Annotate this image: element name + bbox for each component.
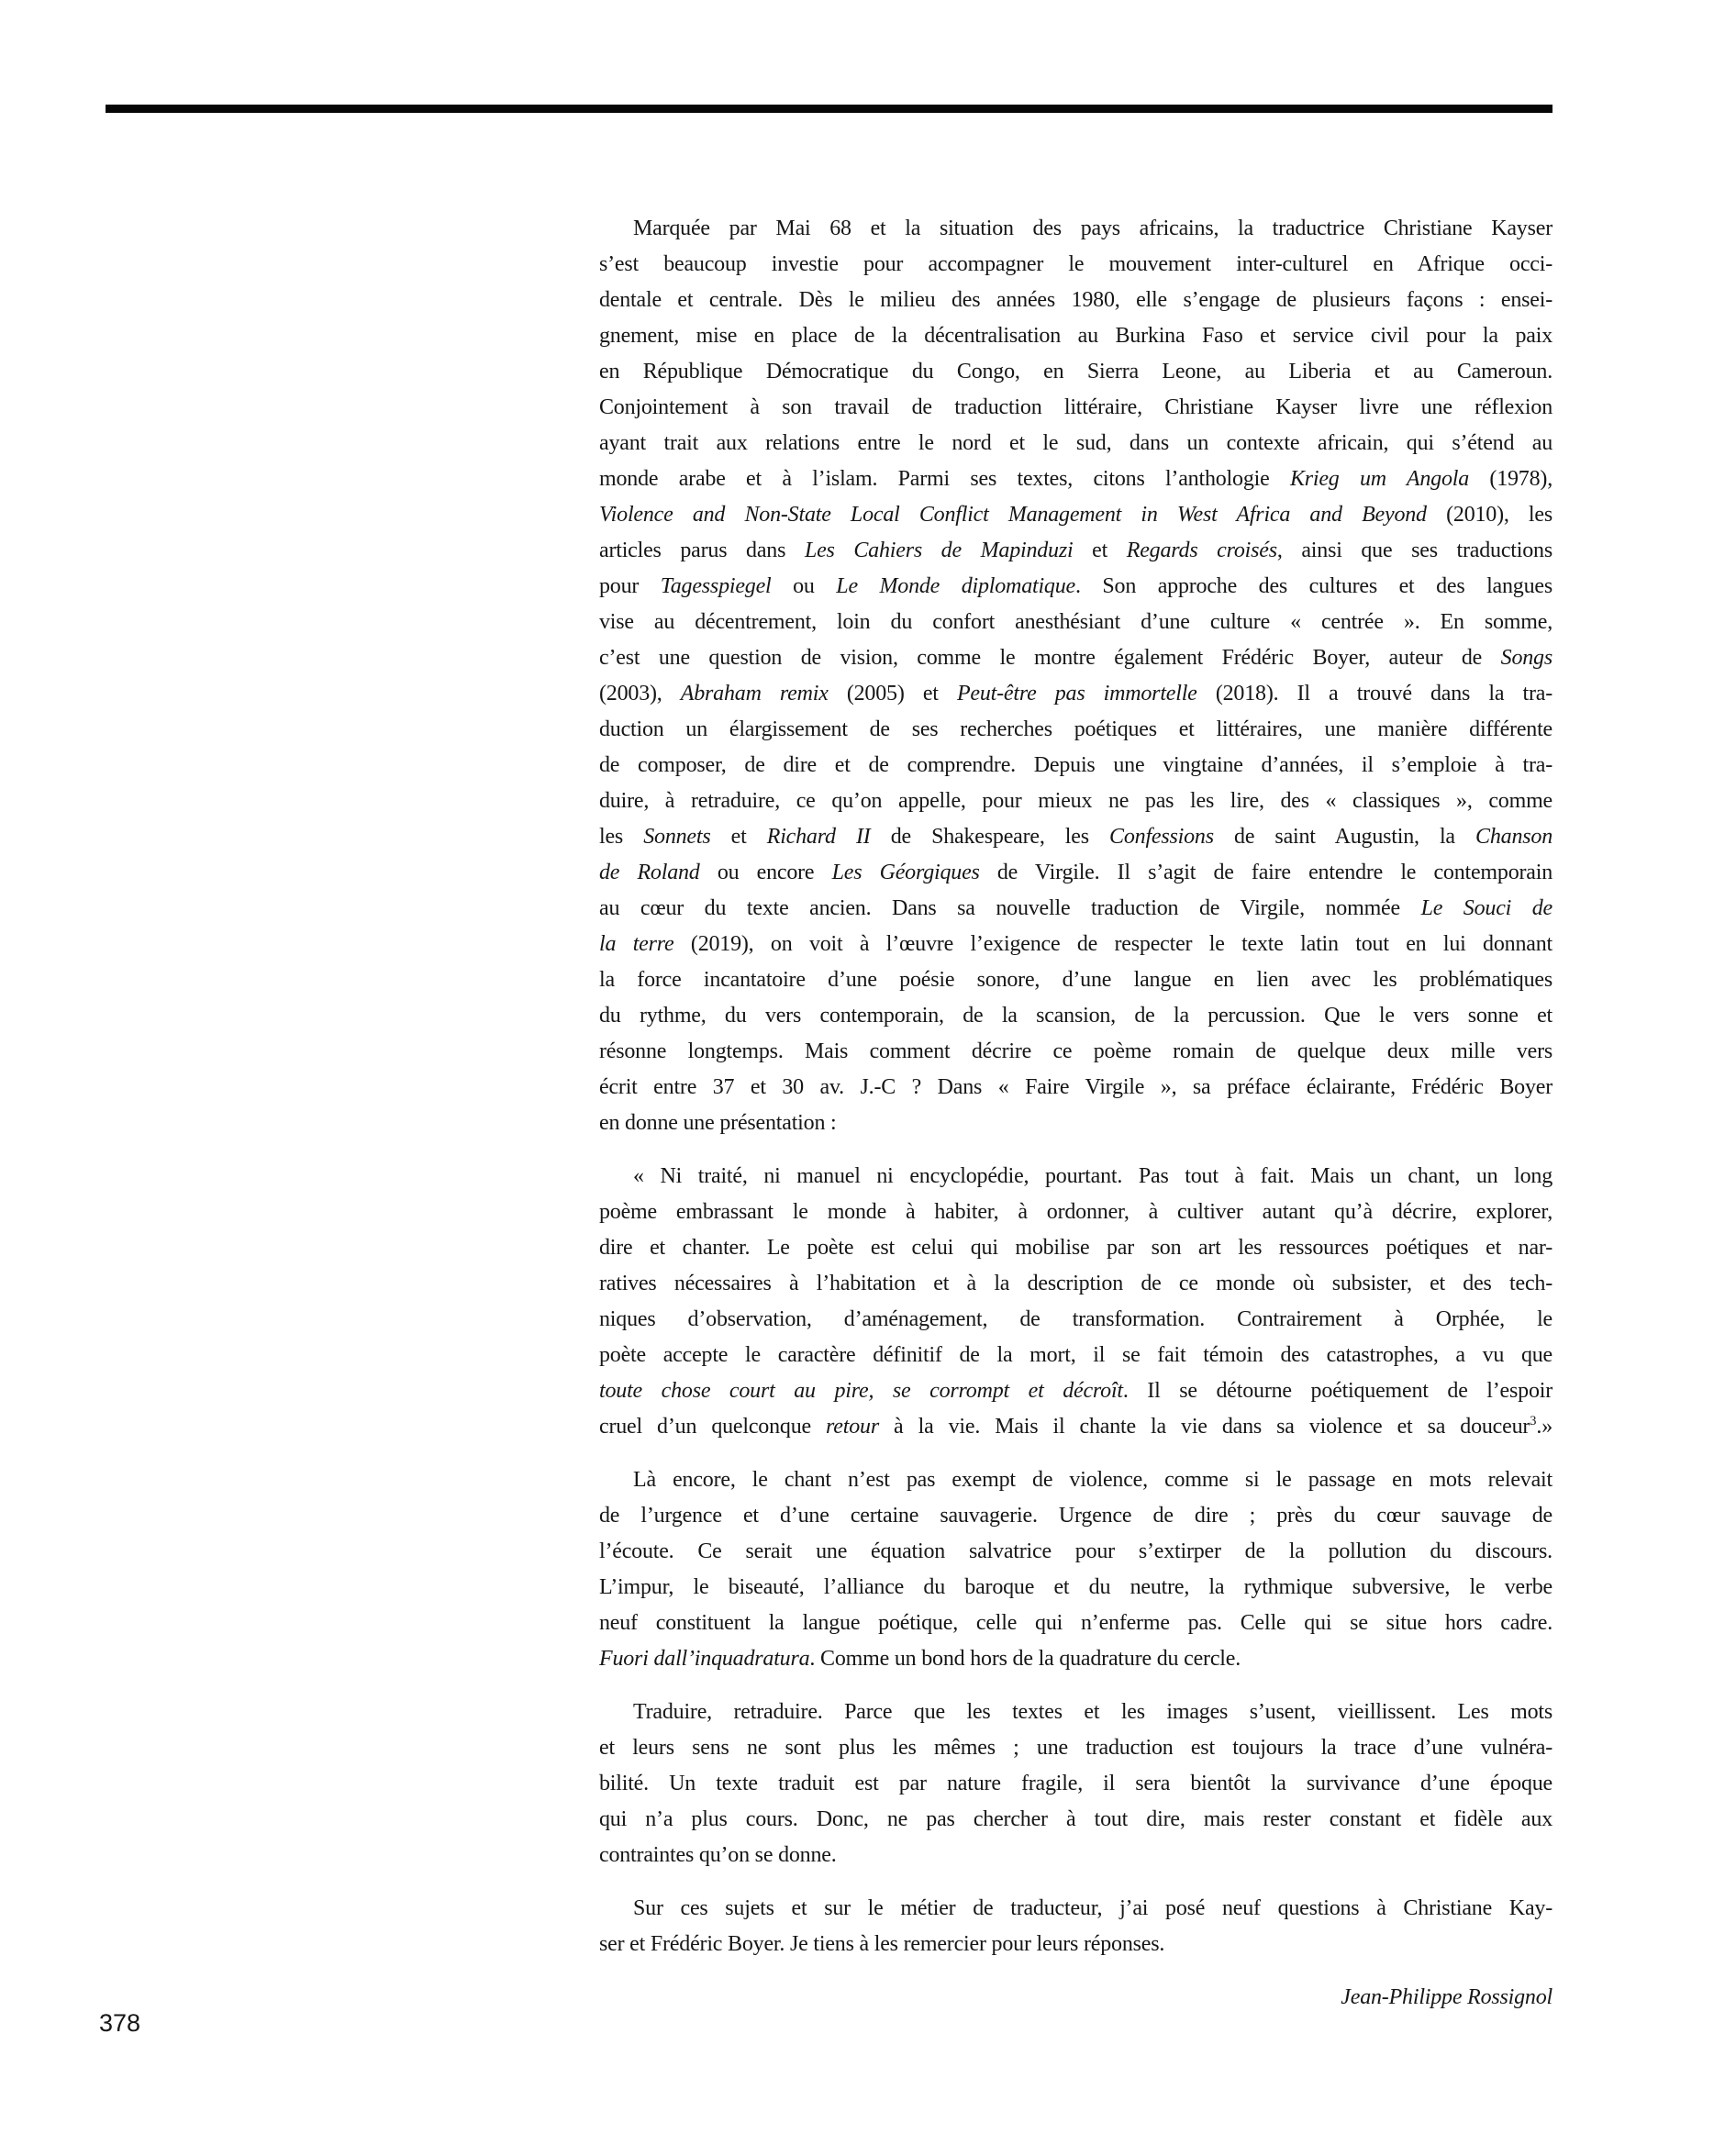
text-line: neuf constituent la langue poétique, celle qui n’enferme pas. Celle qui se situe hors cadre. <box>599 1611 1552 1635</box>
text-line: et leurs sens ne sont plus les mêmes ; une traduction est toujours la trace d’une vulnéra- <box>599 1736 1552 1760</box>
text-line: niques d’observation, d’aménagement, de transformation. Contrairement à Orphée, le <box>599 1307 1552 1331</box>
text-line: c’est une question de vision, comme le montre également Frédéric Boyer, auteur de Songs <box>599 646 1552 670</box>
text-line: Fuori dall’inquadratura. Comme un bond hors de la quadrature du cercle. <box>599 1647 1241 1671</box>
text-line: L’impur, le biseauté, l’alliance du baroque et du neutre, la rythmique subversive, le verbe <box>599 1575 1552 1599</box>
text-line: pour Tagesspiegel ou Le Monde diplomatique. Son approche des cultures et des langues <box>599 574 1552 598</box>
text-line: bilité. Un texte traduit est par nature fragile, il sera bientôt la survivance d’une époque <box>599 1772 1552 1795</box>
text-line: de Roland ou encore Les Géorgiques de Virgile. Il s’agit de faire entendre le contemporain <box>599 861 1552 884</box>
text-line: dire et chanter. Le poète est celui qui mobilise par son art les ressources poétiques et nar- <box>599 1236 1552 1260</box>
text-line: en donne une présentation : <box>599 1111 837 1135</box>
text-line: l’écoute. Ce serait une équation salvatrice pour s’extirper de la pollution du discours. <box>599 1539 1552 1563</box>
text-line: les Sonnets et Richard II de Shakespeare, les Confessions de saint Augustin, la Chanson <box>599 825 1552 849</box>
text-line: Marquée par Mai 68 et la situation des pays africains, la traductrice Christiane Kayser <box>633 217 1552 240</box>
text-line: la terre (2019), on voit à l’œuvre l’exigence de respecter le texte latin tout en lui donnant <box>599 932 1552 956</box>
paragraph <box>599 1462 1552 1677</box>
text-line: Violence and Non-State Local Conflict Management in West Africa and Beyond (2010), les <box>599 503 1552 527</box>
text-line: la force incantatoire d’une poésie sonore, d’une langue en lien avec les problématiques <box>599 968 1552 992</box>
text-line: contraintes qu’on se donne. <box>599 1843 837 1867</box>
text-line: Sur ces sujets et sur le métier de traducteur, j’ai posé neuf questions à Christiane Kay- <box>633 1896 1552 1920</box>
text-line: du rythme, du vers contemporain, de la scansion, de la percussion. Que le vers sonne et <box>599 1004 1552 1028</box>
text-line: Là encore, le chant n’est pas exempt de violence, comme si le passage en mots relevait <box>633 1468 1552 1492</box>
text-line: écrit entre 37 et 30 av. J.-C ? Dans « Faire Virgile », sa préface éclairante, Frédéric Boyer <box>599 1075 1552 1099</box>
text-line: ratives nécessaires à l’habitation et à la description de ce monde où subsister, et des tech- <box>599 1272 1552 1295</box>
text-line: articles parus dans Les Cahiers de Mapinduzi et Regards croisés, ainsi que ses traductions <box>599 539 1552 562</box>
text-line: « Ni traité, ni manuel ni encyclopédie, pourtant. Pas tout à fait. Mais un chant, un long <box>633 1164 1552 1188</box>
header-rule <box>106 105 1552 113</box>
text-line: poète accepte le caractère définitif de la mort, il se fait témoin des catastrophes, a vu que <box>599 1343 1552 1367</box>
paragraph <box>599 1159 1552 1445</box>
paragraph <box>599 1891 1552 1962</box>
paragraph <box>599 211 1552 1141</box>
paragraphs-container <box>599 211 1552 1962</box>
paragraph <box>599 1695 1552 1873</box>
text-line: dentale et centrale. Dès le milieu des années 1980, elle s’engage de plusieurs façons : ensei- <box>599 288 1552 312</box>
article-text <box>599 211 1552 2016</box>
text-line: de composer, de dire et de comprendre. Depuis une vingtaine d’années, il s’emploie à tra- <box>599 753 1552 777</box>
author-signature: Jean-Philippe Rossignol <box>1341 1985 1552 2009</box>
text-line: s’est beaucoup investie pour accompagner le mouvement inter-culturel en Afrique occi- <box>599 252 1552 276</box>
text-line: duction un élargissement de ses recherches poétiques et littéraires, une manière différente <box>599 717 1552 741</box>
page-number: 378 <box>99 2009 141 2037</box>
text-line: vise au décentrement, loin du confort anesthésiant d’une culture « centrée ». En somme, <box>599 610 1552 634</box>
text-line: en République Démocratique du Congo, en Sierra Leone, au Liberia et au Cameroun. <box>599 360 1552 383</box>
text-line: qui n’a plus cours. Donc, ne pas chercher à tout dire, mais rester constant et fidèle aux <box>599 1807 1552 1831</box>
text-line: résonne longtemps. Mais comment décrire ce poème romain de quelque deux mille vers <box>599 1039 1552 1063</box>
text-line: Traduire, retraduire. Parce que les textes et les images s’usent, vieillissent. Les mots <box>633 1700 1552 1724</box>
text-line: toute chose court au pire, se corrompt et décroît. Il se détourne poétiquement de l’espoir <box>599 1379 1552 1403</box>
text-line: gnement, mise en place de la décentralisation au Burkina Faso et service civil pour la paix <box>599 324 1552 348</box>
text-line: (2003), Abraham remix (2005) et Peut-être pas immortelle (2018). Il a trouvé dans la tra- <box>599 682 1552 706</box>
text-line: Conjointement à son travail de traduction littéraire, Christiane Kayser livre une réflexion <box>599 395 1552 419</box>
text-line: poème embrassant le monde à habiter, à ordonner, à cultiver autant qu’à décrire, explorer, <box>599 1200 1552 1224</box>
text-line: monde arabe et à l’islam. Parmi ses textes, citons l’anthologie Krieg um Angola (1978), <box>599 467 1552 491</box>
text-line: ser et Frédéric Boyer. Je tiens à les remercier pour leurs réponses. <box>599 1932 1165 1956</box>
text-line: au cœur du texte ancien. Dans sa nouvelle traduction de Virgile, nommée Le Souci de <box>599 896 1552 920</box>
text-line: de l’urgence et d’une certaine sauvagerie. Urgence de dire ; près du cœur sauvage de <box>599 1504 1552 1528</box>
text-line: cruel d’un quelconque retour à la vie. Mais il chante la vie dans sa violence et sa douceur$^3$.» <box>599 1414 1552 1439</box>
text-line: duire, à retraduire, ce qu’on appelle, pour mieux ne pas les lire, des « classiques », comme <box>599 789 1552 813</box>
text-line: ayant trait aux relations entre le nord et le sud, dans un contexte africain, qui s’étend au <box>599 431 1552 455</box>
